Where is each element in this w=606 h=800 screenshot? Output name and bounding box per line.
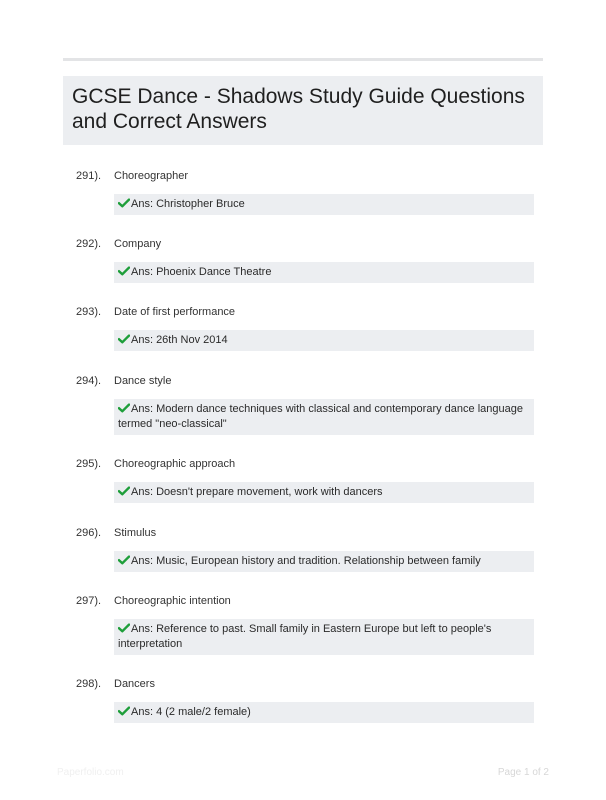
answer-text: Ans: Modern dance techniques with classical and contemporary dance language termed "neo-classical" (118, 403, 523, 430)
question-text: Date of first performance (114, 306, 236, 318)
answer-text: Ans: Music, European history and tradition. Relationship between family (131, 555, 481, 567)
footer-watermark: Paperfolio.com (57, 767, 124, 778)
question-text: Dancers (114, 678, 155, 690)
answer-box (114, 262, 534, 283)
question-text: Choreographer (114, 170, 188, 182)
answer-box (114, 482, 534, 503)
answer-text: Ans: 4 (2 male/2 female) (131, 706, 251, 718)
checkmark-icon (118, 403, 130, 413)
question-number: 296). (76, 527, 102, 539)
checkmark-icon (118, 706, 130, 716)
question-text: Choreographic intention (114, 595, 231, 607)
checkmark-icon (118, 555, 130, 565)
answer-box (114, 194, 534, 215)
question-number: 298). (76, 678, 102, 690)
answer-box (114, 619, 534, 655)
answer-text: Ans: Phoenix Dance Theatre (131, 266, 272, 278)
checkmark-icon (118, 486, 130, 496)
page-number: Page 1 of 2 (497, 767, 549, 778)
question-text: Dance style (114, 375, 172, 387)
question-number: 292). (76, 238, 102, 250)
answer-text: Ans: 26th Nov 2014 (131, 334, 228, 346)
question-number: 293). (76, 306, 102, 318)
question-number: 291). (76, 170, 102, 182)
page-title: GCSE Dance - Shadows Study Guide Questions and Correct Answers (72, 85, 525, 133)
checkmark-icon (118, 266, 130, 276)
question-number: 297). (76, 595, 102, 607)
checkmark-icon (118, 198, 130, 208)
answer-text: Ans: Doesn't prepare movement, work with dancers (131, 486, 383, 498)
answer-box (114, 330, 534, 351)
checkmark-icon (118, 334, 130, 344)
question-number: 294). (76, 375, 102, 387)
checkmark-icon (118, 623, 130, 633)
top-divider (63, 58, 543, 61)
question-text: Company (114, 238, 162, 250)
answer-box (114, 399, 534, 435)
question-text: Choreographic approach (114, 458, 236, 470)
answer-box (114, 551, 534, 572)
question-text: Stimulus (114, 527, 157, 539)
answer-text: Ans: Reference to past. Small family in Eastern Europe but left to people's interpretation (118, 623, 492, 650)
answer-box (114, 702, 534, 723)
title-banner (63, 76, 543, 145)
answer-text: Ans: Christopher Bruce (131, 198, 245, 210)
question-number: 295). (76, 458, 102, 470)
